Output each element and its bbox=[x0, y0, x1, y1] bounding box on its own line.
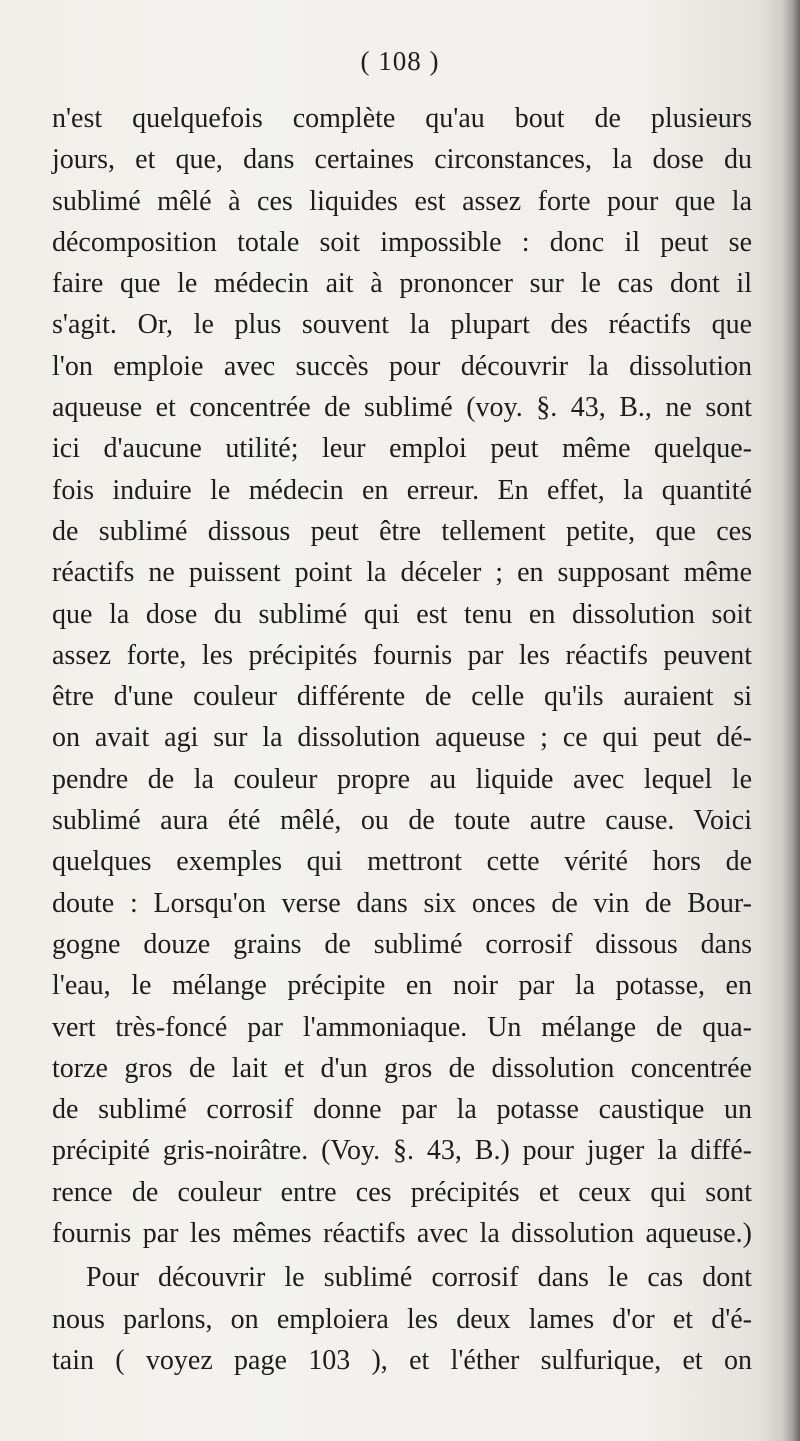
paragraph-start-line: Pour découvrir le sublimé corrosif dans le cas dont bbox=[86, 1262, 752, 1294]
text-line: être d'une couleur différente de celle qu'ils auraient si bbox=[52, 681, 752, 713]
text-line: aqueuse et concentrée de sublimé (voy. §. 43, B., ne sont bbox=[52, 392, 752, 424]
text-line: fournis par les mêmes réactifs avec la dissolution aqueuse.) bbox=[52, 1218, 752, 1250]
text-line: s'agit. Or, le plus souvent la plupart des réactifs que bbox=[52, 309, 752, 341]
text-line: on avait agi sur la dissolution aqueuse ; ce qui peut dé- bbox=[52, 722, 752, 754]
text-line: réactifs ne puissent point la déceler ; en supposant même bbox=[52, 557, 752, 589]
text-line: gogne douze grains de sublimé corrosif dissous dans bbox=[52, 928, 752, 960]
text-line: assez forte, les précipités fournis par les réactifs peuvent bbox=[52, 639, 752, 671]
text-line: tain ( voyez page 103 ), et l'éther sulfurique, et on bbox=[52, 1344, 752, 1376]
text-line: nous parlons, on emploiera les deux lames d'or et d'é- bbox=[52, 1303, 752, 1335]
text-line: de sublimé corrosif donne par la potasse caustique un bbox=[52, 1094, 752, 1126]
text-line: sublimé mêlé à ces liquides est assez forte pour que la bbox=[52, 185, 752, 217]
text-line: vert très-foncé par l'ammoniaque. Un mélange de qua- bbox=[52, 1011, 752, 1043]
text-line: de sublimé dissous peut être tellement petite, que ces bbox=[52, 515, 752, 547]
text-line: torze gros de lait et d'un gros de dissolution concentrée bbox=[52, 1052, 752, 1084]
text-line: précipité gris-noirâtre. (Voy. §. 43, B.) pour juger la diffé- bbox=[52, 1135, 752, 1167]
text-line: que la dose du sublimé qui est tenu en dissolution soit bbox=[52, 598, 752, 630]
text-line: ici d'aucune utilité; leur emploi peut même quelque- bbox=[52, 433, 752, 465]
text-line: rence de couleur entre ces précipités et ceux qui sont bbox=[52, 1176, 752, 1208]
text-line: n'est quelquefois complète qu'au bout de plusieurs bbox=[52, 103, 752, 134]
text-line: faire que le médecin ait à prononcer sur le cas dont il bbox=[52, 268, 752, 300]
text-line: quelques exemples qui mettront cette vérité hors de bbox=[52, 846, 752, 878]
text-line: doute : Lorsqu'on verse dans six onces de vin de Bour- bbox=[52, 887, 752, 919]
text-line: pendre de la couleur propre au liquide avec lequel le bbox=[52, 763, 752, 795]
text-line: jours, et que, dans certaines circonstances, la dose du bbox=[52, 144, 752, 176]
text-line: sublimé aura été mêlé, ou de toute autre cause. Voici bbox=[52, 805, 752, 837]
text-line: l'on emploie avec succès pour découvrir la dissolution bbox=[52, 350, 752, 382]
text-line: l'eau, le mélange précipite en noir par la potasse, en bbox=[52, 970, 752, 1002]
text-line: décomposition totale soit impossible : donc il peut se bbox=[52, 226, 752, 258]
page-number: ( 108 ) bbox=[360, 46, 440, 76]
text-line: fois induire le médecin en erreur. En effet, la quantité bbox=[52, 474, 752, 506]
body-text bbox=[52, 98, 752, 1381]
page-edge-shadow bbox=[782, 0, 800, 1441]
